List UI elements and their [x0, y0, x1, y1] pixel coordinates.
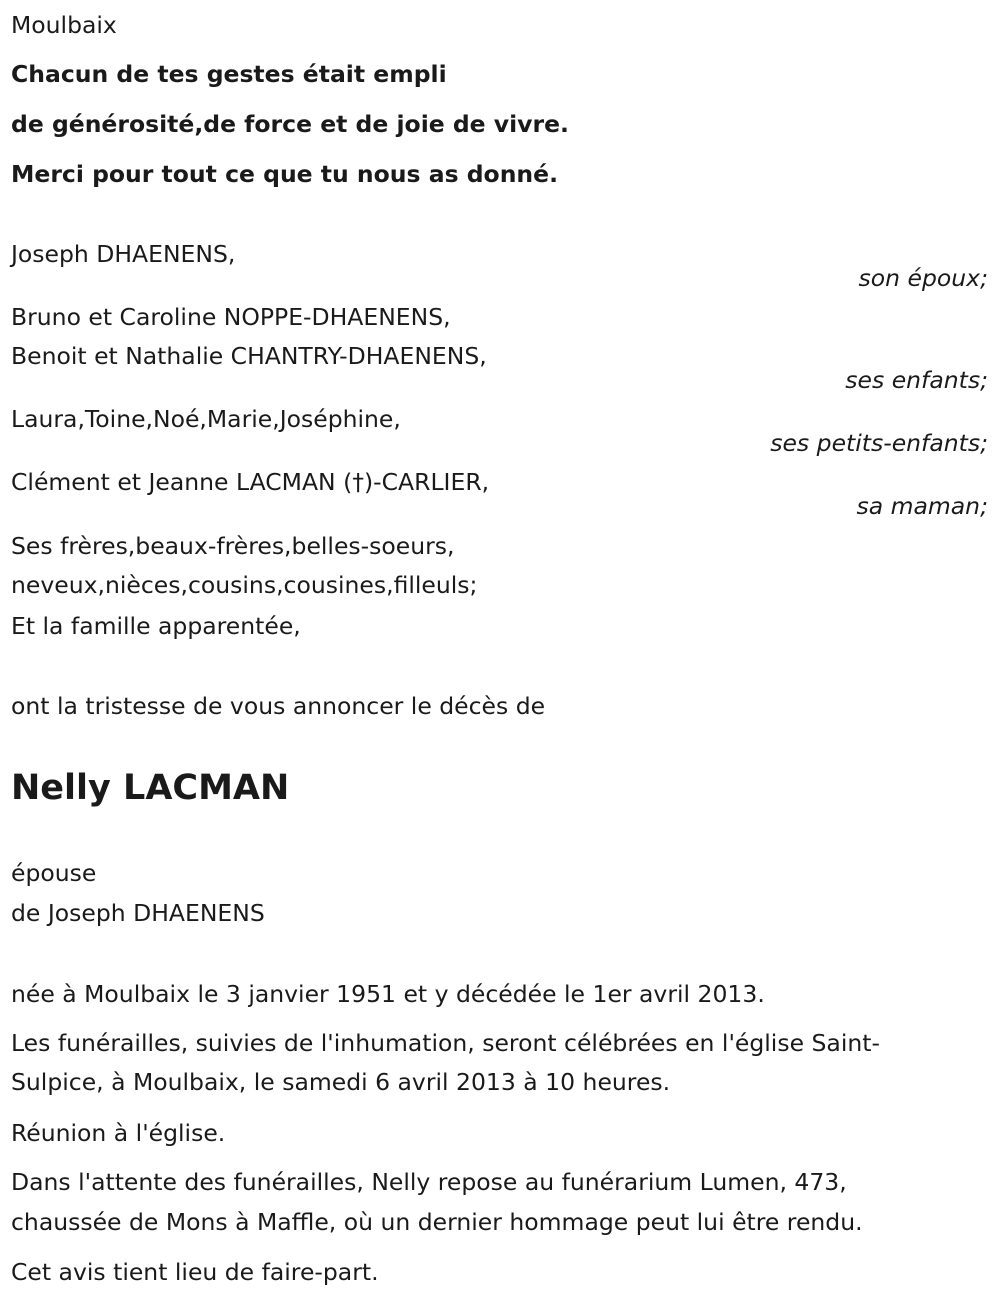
relation: de Joseph DHAENENS [11, 899, 265, 927]
funeral-info: Les funérailles, suivies de l'inhumation, seront célébrées en l'église Saint- [11, 1029, 880, 1057]
visitation-info: Dans l'attente des funérailles, Nelly repose au funérarium Lumen, 473, [11, 1168, 847, 1196]
grandchildren-role: ses petits-enfants; [770, 429, 988, 457]
parents-role: sa maman; [856, 492, 988, 520]
closing: Cet avis tient lieu de faire-part. [11, 1258, 379, 1286]
meeting-info: Réunion à l'église. [11, 1119, 226, 1147]
parents: Clément et Jeanne LACMAN (†)-CARLIER, [11, 468, 490, 496]
quote-line: de générosité,de force et de joie de vivre. [11, 110, 569, 138]
child: Benoit et Nathalie CHANTRY-DHAENENS, [11, 342, 487, 370]
spouse-role: son époux; [858, 264, 988, 292]
birth-death: née à Moulbaix le 3 janvier 1951 et y décédée le 1er avril 2013. [11, 980, 765, 1008]
children-role: ses enfants; [845, 366, 988, 394]
other-family: Et la famille apparentée, [11, 612, 301, 640]
funeral-info: Sulpice, à Moulbaix, le samedi 6 avril 2013 à 10 heures. [11, 1068, 671, 1096]
visitation-info: chaussée de Mons à Maffle, où un dernier hommage peut lui être rendu. [11, 1208, 863, 1236]
place: Moulbaix [11, 11, 117, 39]
other-family: neveux,nièces,cousins,cousines,filleuls; [11, 571, 478, 599]
spouse: Joseph DHAENENS, [11, 240, 236, 268]
deceased-name: Nelly LACMAN [11, 768, 290, 808]
other-family: Ses frères,beaux-frères,belles-soeurs, [11, 532, 455, 560]
quote-line: Merci pour tout ce que tu nous as donné. [11, 160, 559, 188]
grandchildren: Laura,Toine,Noé,Marie,Joséphine, [11, 405, 401, 433]
relation: épouse [11, 859, 97, 887]
announcement: ont la tristesse de vous annoncer le décès de [11, 692, 546, 720]
quote-line: Chacun de tes gestes était empli [11, 60, 447, 88]
child: Bruno et Caroline NOPPE-DHAENENS, [11, 303, 451, 331]
